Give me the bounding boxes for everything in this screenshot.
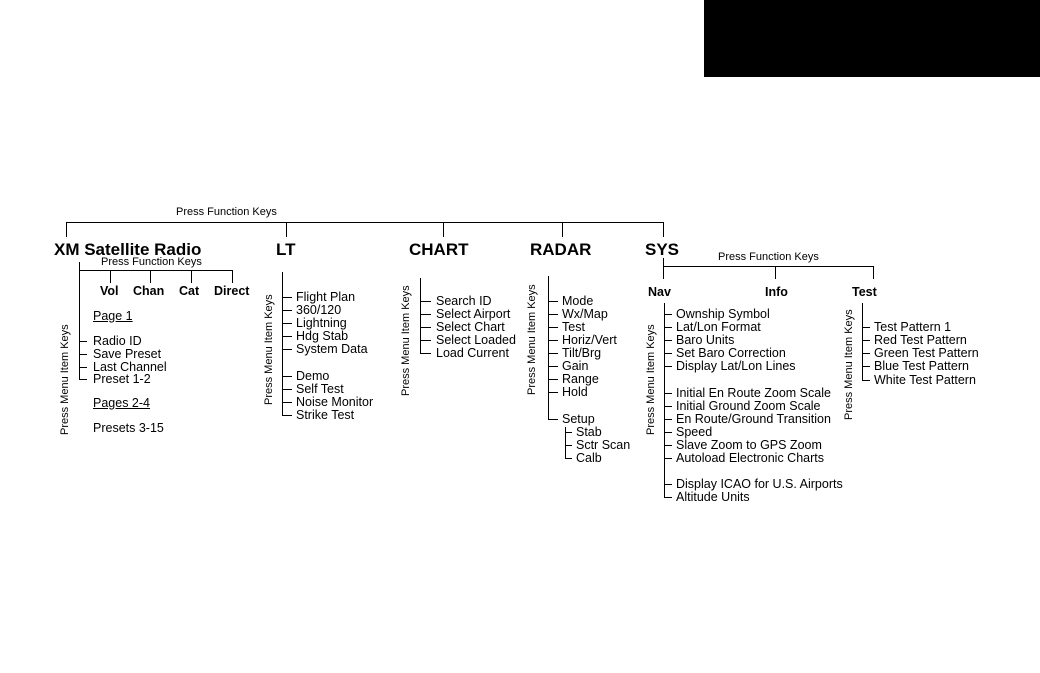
lt-menu-item: Demo [296, 369, 330, 383]
radar-menu-item: Tilt/Brg [562, 346, 602, 360]
sys-nav-menu-item: Initial En Route Zoom Scale [676, 386, 831, 400]
sys-key-test: Test [852, 285, 877, 299]
chart-menu-item: Select Loaded [436, 333, 516, 347]
radar-menu-item: Hold [562, 385, 588, 399]
lt-menu-item: System Data [296, 342, 368, 356]
radar-setup-item: Setup [562, 412, 595, 426]
sys-nav-menu-item: Ownship Symbol [676, 307, 770, 321]
sys-test-menu-item: Test Pattern 1 [874, 320, 952, 334]
sys-test-menu-item: Green Test Pattern [874, 346, 979, 360]
radar-heading: RADAR [530, 240, 592, 259]
xm-key-chan: Chan [133, 284, 165, 298]
xm-press-function-keys-label: Press Function Keys [101, 256, 202, 268]
xm-menu-item: Preset 1-2 [93, 372, 151, 386]
sys-nav-menu-item: Set Baro Correction [676, 346, 786, 360]
sys-nav-menu-item: Baro Units [676, 333, 735, 347]
lt-press-menu-item-keys-label: Press Menu Item Keys [263, 294, 275, 405]
radar-setup-subitem: Sctr Scan [576, 438, 631, 452]
chart-press-menu-item-keys-label: Press Menu Item Keys [400, 285, 412, 396]
radar-menu-item: Range [562, 372, 599, 386]
chart-menu-item: Load Current [436, 346, 509, 360]
xm-menu-item: Radio ID [93, 334, 142, 348]
lt-heading: LT [276, 240, 296, 259]
sys-nav-menu-item: Speed [676, 425, 713, 439]
chart-menu-item: Select Airport [436, 307, 511, 321]
lt-menu-item: Strike Test [296, 408, 355, 422]
sys-nav-menu-item: En Route/Ground Transition [676, 412, 831, 426]
xm-pages-label: Pages 2-4 [93, 396, 150, 410]
radar-setup-subitem: Calb [576, 451, 602, 465]
sys-test-press-menu-item-keys-label: Press Menu Item Keys [843, 309, 855, 420]
lt-menu-item: Self Test [296, 382, 344, 396]
xm-menu-item: Last Channel [93, 360, 167, 374]
chart-menu-item: Select Chart [436, 320, 505, 334]
sys-nav-menu-item: Lat/Lon Format [676, 320, 761, 334]
lt-menu-item: Hdg Stab [296, 329, 349, 343]
radar-menu-item: Test [562, 320, 585, 334]
xm-satellite-radio-heading: XM Satellite Radio [54, 240, 202, 259]
xm-page1-label: Page 1 [93, 309, 133, 323]
radar-menu-item: Gain [562, 359, 589, 373]
top-press-function-keys-label: Press Function Keys [176, 206, 277, 218]
sys-nav-menu-item: Display ICAO for U.S. Airports [676, 477, 843, 491]
chart-menu-item: Search ID [436, 294, 492, 308]
xm-press-menu-item-keys-label: Press Menu Item Keys [59, 324, 71, 435]
sys-press-function-keys-label: Press Function Keys [718, 251, 819, 263]
sys-nav-menu-item: Slave Zoom to GPS Zoom [676, 438, 822, 452]
sys-test-menu-item: Red Test Pattern [874, 333, 967, 347]
sys-nav-menu-item: Display Lat/Lon Lines [676, 359, 796, 373]
xm-presets-item: Presets 3-15 [93, 421, 164, 435]
lt-menu-item: Flight Plan [296, 290, 356, 304]
lt-menu-item: Lightning [296, 316, 347, 330]
sys-heading: SYS [645, 240, 680, 259]
sys-nav-menu-item: Initial Ground Zoom Scale [676, 399, 821, 413]
sys-test-menu-item: Blue Test Pattern [874, 359, 969, 373]
lt-menu-item: Noise Monitor [296, 395, 374, 409]
sys-nav-press-menu-item-keys-label: Press Menu Item Keys [645, 324, 657, 435]
radar-menu-item: Mode [562, 294, 594, 308]
sys-nav-menu-item: Autoload Electronic Charts [676, 451, 824, 465]
xm-key-cat: Cat [179, 284, 200, 298]
radar-press-menu-item-keys-label: Press Menu Item Keys [526, 284, 538, 395]
xm-key-direct: Direct [214, 284, 250, 298]
chart-heading: CHART [409, 240, 469, 259]
sys-nav-menu-item: Altitude Units [676, 490, 750, 504]
sys-test-menu-item: White Test Pattern [874, 373, 976, 387]
xm-menu-item: Save Preset [93, 347, 162, 361]
radar-menu-item: Wx/Map [562, 307, 608, 321]
sys-key-nav: Nav [648, 285, 671, 299]
radar-menu-item: Horiz/Vert [562, 333, 617, 347]
radar-setup-subitem: Stab [576, 425, 602, 439]
sys-key-info: Info [765, 285, 788, 299]
xm-key-vol: Vol [100, 284, 119, 298]
lt-menu-item: 360/120 [296, 303, 342, 317]
